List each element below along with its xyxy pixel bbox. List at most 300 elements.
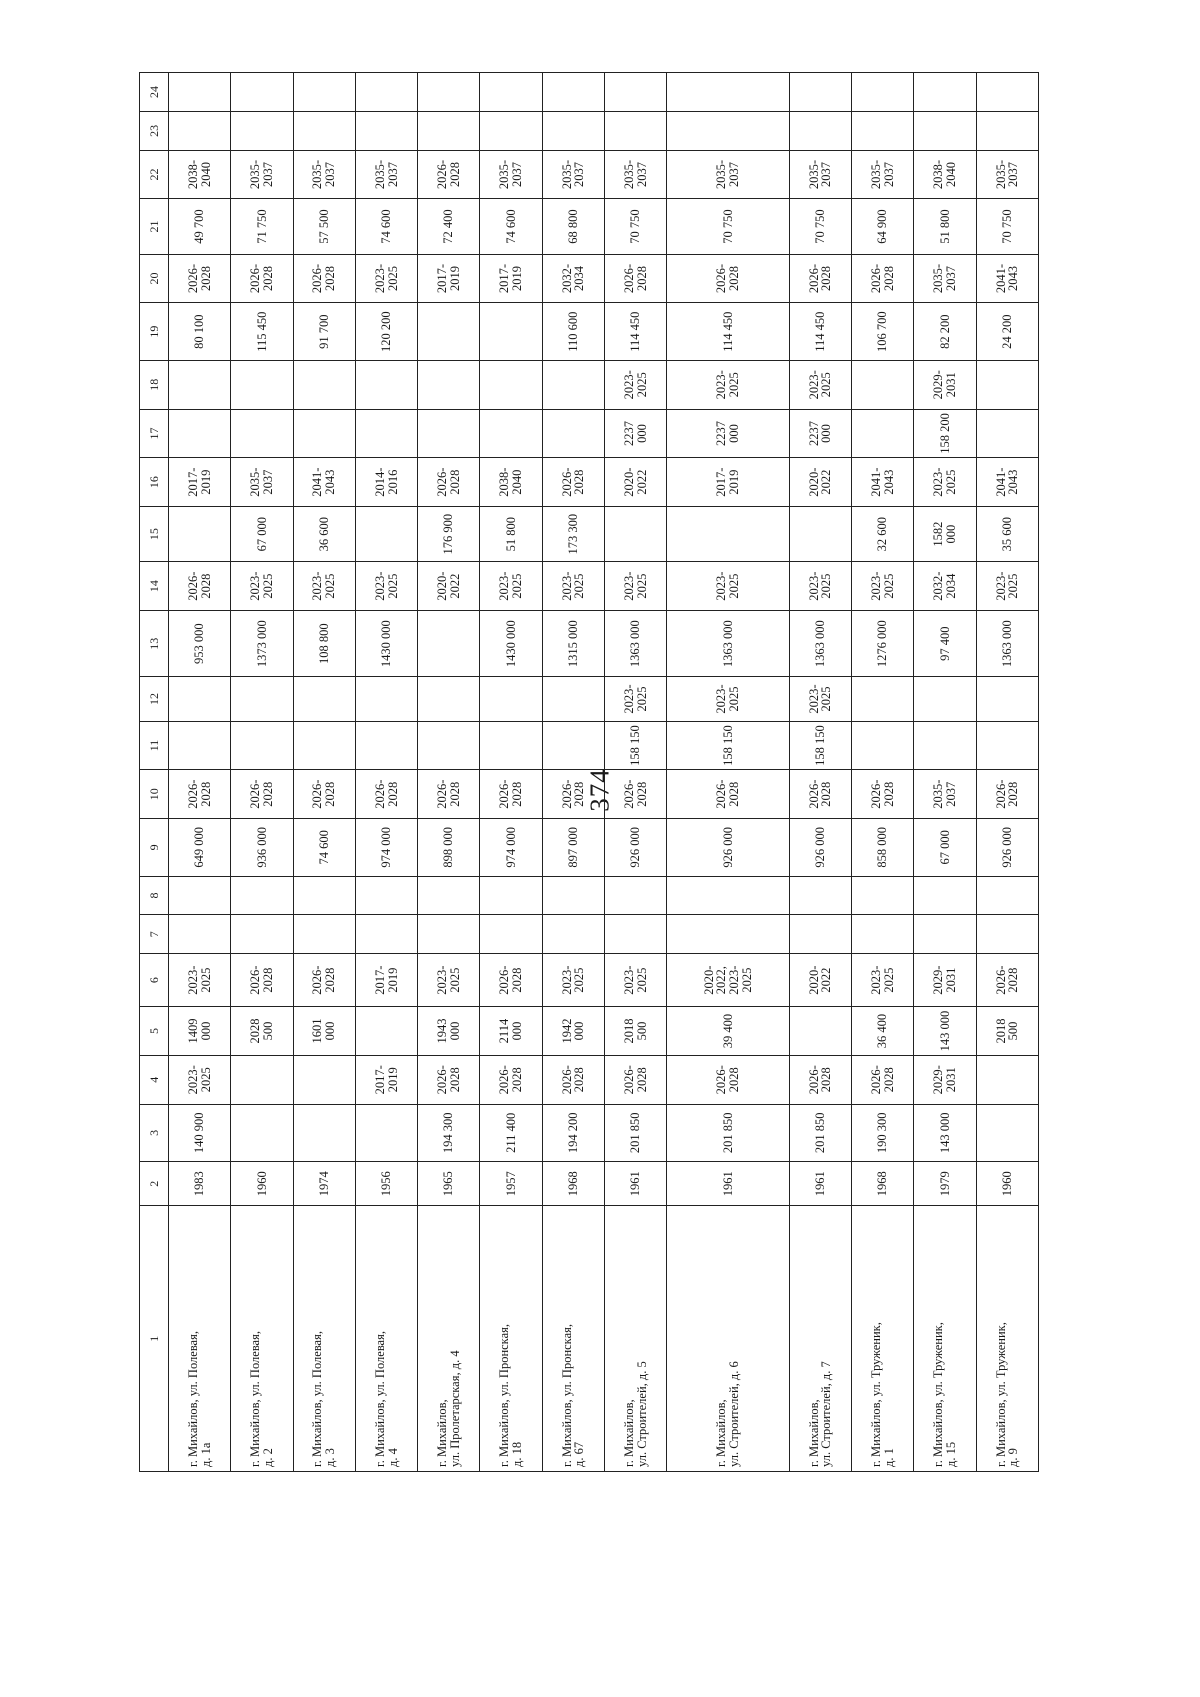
table-cell <box>355 1007 417 1056</box>
table-cell: 1961 <box>667 1162 789 1206</box>
table-cell <box>667 506 789 561</box>
table-cell: 2017- 2019 <box>667 458 789 507</box>
table-cell: 2023- 2025 <box>355 562 417 611</box>
table-cell <box>976 677 1038 721</box>
table-cell <box>231 876 293 915</box>
table-cell <box>231 409 293 458</box>
table-cell: 2029- 2031 <box>914 954 976 1007</box>
table-cell: 2026- 2028 <box>293 954 355 1007</box>
table-cell: 1960 <box>976 1162 1038 1206</box>
table-cell: 2023- 2025 <box>667 562 789 611</box>
column-number: 19 <box>140 303 169 361</box>
table-cell: 2020- 2022 <box>418 562 480 611</box>
table-cell: 2026- 2028 <box>789 254 851 303</box>
table-cell: 926 000 <box>605 819 667 877</box>
table-cell: 2035- 2037 <box>789 150 851 199</box>
table-cell <box>169 360 231 409</box>
table-cell: 2035- 2037 <box>293 150 355 199</box>
table-cell <box>667 876 789 915</box>
table-cell: 2023- 2025 <box>789 562 851 611</box>
table-cell: 2023- 2025 <box>480 562 542 611</box>
table-cell: 926 000 <box>976 819 1038 877</box>
table-cell <box>480 677 542 721</box>
table-row <box>355 73 417 1472</box>
table-cell: 2020- 2022 <box>789 458 851 507</box>
column-number: 23 <box>140 111 169 150</box>
table-cell <box>231 73 293 112</box>
table-cell <box>231 677 293 721</box>
table-cell <box>480 721 542 770</box>
table-cell <box>231 915 293 954</box>
table-cell: 2018 500 <box>976 1007 1038 1056</box>
table-cell <box>480 876 542 915</box>
table-cell <box>851 677 913 721</box>
table-cell: 2035- 2037 <box>914 770 976 819</box>
table-cell <box>542 677 604 721</box>
table-row <box>418 73 480 1472</box>
table-cell: 2026- 2028 <box>231 770 293 819</box>
table-cell: 858 000 <box>851 819 913 877</box>
table-cell: 194 200 <box>542 1104 604 1162</box>
table-cell <box>542 409 604 458</box>
table-cell <box>355 876 417 915</box>
table-cell <box>605 876 667 915</box>
table-cell <box>667 73 789 112</box>
table-cell: 1582 000 <box>914 506 976 561</box>
table-cell: 190 300 <box>851 1104 913 1162</box>
table-cell <box>293 915 355 954</box>
table-cell <box>605 111 667 150</box>
table-cell: 898 000 <box>418 819 480 877</box>
table-cell: 51 800 <box>914 199 976 254</box>
address-cell: г. Михайлов, ул. Строителей, д. 6 <box>667 1206 789 1472</box>
table-cell: 1363 000 <box>789 611 851 677</box>
table-cell: 2026- 2028 <box>231 954 293 1007</box>
table-cell: 2029- 2031 <box>914 360 976 409</box>
table-cell: 2026- 2028 <box>480 770 542 819</box>
table-cell <box>789 1007 851 1056</box>
table-cell: 1956 <box>355 1162 417 1206</box>
table-cell: 2026- 2028 <box>605 770 667 819</box>
table-cell <box>418 303 480 361</box>
table-cell: 143 000 <box>914 1007 976 1056</box>
table-cell: 2032- 2034 <box>914 562 976 611</box>
table-cell: 953 000 <box>169 611 231 677</box>
column-number: 4 <box>140 1055 169 1104</box>
table-cell <box>169 111 231 150</box>
table-cell: 49 700 <box>169 199 231 254</box>
table-cell <box>542 111 604 150</box>
table-cell: 2023- 2025 <box>605 360 667 409</box>
table-cell <box>542 721 604 770</box>
table-cell <box>418 876 480 915</box>
table-row <box>480 73 542 1472</box>
table-cell: 2026- 2028 <box>851 770 913 819</box>
table-cell: 2237 000 <box>605 409 667 458</box>
address-cell: г. Михайлов, ул. Полевая, д. 4 <box>355 1206 417 1472</box>
table-row <box>667 73 789 1472</box>
table-cell: 97 400 <box>914 611 976 677</box>
column-number: 22 <box>140 150 169 199</box>
table-cell: 2023- 2025 <box>667 677 789 721</box>
address-cell: г. Михайлов, ул. Труженик, д. 9 <box>976 1206 1038 1472</box>
table-cell <box>293 876 355 915</box>
table-cell: 2035- 2037 <box>231 458 293 507</box>
table-cell <box>605 915 667 954</box>
table-cell: 2035- 2037 <box>542 150 604 199</box>
table-cell: 201 850 <box>605 1104 667 1162</box>
table-cell <box>355 677 417 721</box>
table-cell: 2038- 2040 <box>480 458 542 507</box>
table-cell <box>231 360 293 409</box>
table-cell: 2114 000 <box>480 1007 542 1056</box>
table-cell: 1363 000 <box>976 611 1038 677</box>
column-number: 3 <box>140 1104 169 1162</box>
table-cell: 649 000 <box>169 819 231 877</box>
table-cell: 1965 <box>418 1162 480 1206</box>
table-cell <box>976 721 1038 770</box>
column-number: 13 <box>140 611 169 677</box>
table-cell: 2026- 2028 <box>355 770 417 819</box>
table-cell <box>169 506 231 561</box>
table-cell: 115 450 <box>231 303 293 361</box>
table-row <box>605 73 667 1472</box>
table-cell: 114 450 <box>667 303 789 361</box>
table-cell: 2023- 2025 <box>914 458 976 507</box>
table-cell <box>480 111 542 150</box>
table-cell: 2020- 2022 <box>789 954 851 1007</box>
table-cell: 2026- 2028 <box>789 1055 851 1104</box>
table-cell: 2026- 2028 <box>605 254 667 303</box>
table-cell: 2028 500 <box>231 1007 293 1056</box>
table-cell <box>231 721 293 770</box>
table-cell: 2017- 2019 <box>355 954 417 1007</box>
table-cell: 108 800 <box>293 611 355 677</box>
table-cell <box>169 409 231 458</box>
table-cell: 2035- 2037 <box>355 150 417 199</box>
table-cell <box>418 611 480 677</box>
table-cell: 1430 000 <box>355 611 417 677</box>
table-cell: 2026- 2028 <box>418 150 480 199</box>
table-cell: 1363 000 <box>605 611 667 677</box>
table-cell <box>976 876 1038 915</box>
table-cell: 35 600 <box>976 506 1038 561</box>
table-cell <box>355 721 417 770</box>
table-cell <box>789 73 851 112</box>
table-cell: 70 750 <box>976 199 1038 254</box>
table-cell <box>355 915 417 954</box>
table-cell: 1983 <box>169 1162 231 1206</box>
address-cell: г. Михайлов, ул. Труженик, д. 15 <box>914 1206 976 1472</box>
table-cell <box>605 506 667 561</box>
table-cell: 70 750 <box>605 199 667 254</box>
table-cell <box>480 73 542 112</box>
table-cell: 936 000 <box>231 819 293 877</box>
table-cell: 2026- 2028 <box>667 254 789 303</box>
table-cell: 2026- 2028 <box>605 1055 667 1104</box>
table-cell: 2041- 2043 <box>851 458 913 507</box>
table-cell: 2026- 2028 <box>976 770 1038 819</box>
column-number: 1 <box>140 1206 169 1472</box>
table-cell: 158 150 <box>605 721 667 770</box>
table-cell: 106 700 <box>851 303 913 361</box>
table-cell: 2032- 2034 <box>542 254 604 303</box>
table-cell: 2026- 2028 <box>542 770 604 819</box>
table-cell <box>480 409 542 458</box>
table-cell: 2023- 2025 <box>976 562 1038 611</box>
table-cell: 158 150 <box>667 721 789 770</box>
table-cell <box>542 915 604 954</box>
table-cell: 2026- 2028 <box>169 770 231 819</box>
table-cell <box>418 111 480 150</box>
table-cell: 51 800 <box>480 506 542 561</box>
table-cell: 120 200 <box>355 303 417 361</box>
address-cell: г. Михайлов, ул. Полевая, д. 1а <box>169 1206 231 1472</box>
table-cell: 2017- 2019 <box>169 458 231 507</box>
table-cell <box>789 111 851 150</box>
table-cell: 91 700 <box>293 303 355 361</box>
table-cell <box>355 409 417 458</box>
table-cell: 2237 000 <box>667 409 789 458</box>
table-cell: 74 600 <box>480 199 542 254</box>
table-cell <box>914 73 976 112</box>
table-cell: 2237 000 <box>789 409 851 458</box>
column-number: 20 <box>140 254 169 303</box>
table-cell: 1957 <box>480 1162 542 1206</box>
table-cell <box>293 677 355 721</box>
table-cell <box>542 73 604 112</box>
column-number: 12 <box>140 677 169 721</box>
table-cell: 194 300 <box>418 1104 480 1162</box>
table-cell: 1276 000 <box>851 611 913 677</box>
table-cell <box>789 915 851 954</box>
address-cell: г. Михайлов, ул. Пронская, д. 18 <box>480 1206 542 1472</box>
table-cell <box>851 915 913 954</box>
table-cell: 70 750 <box>789 199 851 254</box>
table-cell: 2026- 2028 <box>976 954 1038 1007</box>
table-cell: 1968 <box>542 1162 604 1206</box>
table-cell: 1961 <box>605 1162 667 1206</box>
address-cell: г. Михайлов, ул. Пролетарская, д. 4 <box>418 1206 480 1472</box>
table-row <box>169 73 231 1472</box>
table-container <box>139 72 1039 1472</box>
column-number: 5 <box>140 1007 169 1056</box>
table-cell <box>169 915 231 954</box>
table-cell: 2026- 2028 <box>231 254 293 303</box>
table-cell: 176 900 <box>418 506 480 561</box>
column-number: 9 <box>140 819 169 877</box>
column-number: 15 <box>140 506 169 561</box>
table-cell: 2026- 2028 <box>418 770 480 819</box>
table-cell <box>480 360 542 409</box>
table-cell <box>976 1104 1038 1162</box>
table-cell <box>480 915 542 954</box>
table-row <box>231 73 293 1472</box>
table-cell: 2026- 2028 <box>293 770 355 819</box>
table-row <box>789 73 851 1472</box>
table-cell: 926 000 <box>667 819 789 877</box>
table-cell: 2026- 2028 <box>418 458 480 507</box>
table-cell: 1961 <box>789 1162 851 1206</box>
table-cell <box>355 506 417 561</box>
table-cell <box>542 360 604 409</box>
table-cell: 2026- 2028 <box>542 1055 604 1104</box>
column-number: 24 <box>140 73 169 112</box>
table-cell: 2026- 2028 <box>789 770 851 819</box>
table-cell: 64 900 <box>851 199 913 254</box>
table-cell: 2026- 2028 <box>293 254 355 303</box>
table-cell <box>293 73 355 112</box>
table-cell: 2023- 2025 <box>789 677 851 721</box>
address-cell: г. Михайлов, ул. Пронская, д. 67 <box>542 1206 604 1472</box>
table-cell: 173 300 <box>542 506 604 561</box>
table-cell: 2026- 2028 <box>169 562 231 611</box>
table-cell: 2026- 2028 <box>480 954 542 1007</box>
table-cell: 2023- 2025 <box>789 360 851 409</box>
table-cell: 2029- 2031 <box>914 1055 976 1104</box>
table-cell: 1942 000 <box>542 1007 604 1056</box>
table-cell: 24 200 <box>976 303 1038 361</box>
table-cell <box>418 360 480 409</box>
table-cell: 2035- 2037 <box>480 150 542 199</box>
table-cell: 2023- 2025 <box>418 954 480 1007</box>
table-cell: 67 000 <box>231 506 293 561</box>
table-cell <box>789 506 851 561</box>
table-cell: 36 400 <box>851 1007 913 1056</box>
table-cell <box>667 111 789 150</box>
column-number: 16 <box>140 458 169 507</box>
table-cell <box>542 876 604 915</box>
table-cell: 70 750 <box>667 199 789 254</box>
table-cell: 2023- 2025 <box>355 254 417 303</box>
table-cell: 2035- 2037 <box>667 150 789 199</box>
table-cell <box>418 677 480 721</box>
table-row <box>293 73 355 1472</box>
table-cell: 974 000 <box>480 819 542 877</box>
table-cell: 2035- 2037 <box>914 254 976 303</box>
address-cell: г. Михайлов, ул. Строителей, д. 5 <box>605 1206 667 1472</box>
table-cell: 2035- 2037 <box>976 150 1038 199</box>
table-cell <box>355 111 417 150</box>
table-cell: 158 150 <box>789 721 851 770</box>
table-cell: 1974 <box>293 1162 355 1206</box>
table-cell: 2038- 2040 <box>914 150 976 199</box>
table-cell: 2018 500 <box>605 1007 667 1056</box>
column-number: 10 <box>140 770 169 819</box>
table-cell: 2023- 2025 <box>542 562 604 611</box>
table-cell: 82 200 <box>914 303 976 361</box>
table-cell <box>418 721 480 770</box>
table-cell <box>976 111 1038 150</box>
table-cell: 2023- 2025 <box>605 677 667 721</box>
table-cell: 1373 000 <box>231 611 293 677</box>
table-cell: 57 500 <box>293 199 355 254</box>
table-cell: 211 400 <box>480 1104 542 1162</box>
column-number: 17 <box>140 409 169 458</box>
table-cell: 2017- 2019 <box>355 1055 417 1104</box>
table-row <box>851 73 913 1472</box>
table-cell: 1430 000 <box>480 611 542 677</box>
table-cell <box>293 721 355 770</box>
table-cell: 1409 000 <box>169 1007 231 1056</box>
table-cell <box>976 915 1038 954</box>
table-cell: 974 000 <box>355 819 417 877</box>
column-number: 6 <box>140 954 169 1007</box>
table-cell: 2014- 2016 <box>355 458 417 507</box>
table-cell: 2026- 2028 <box>542 458 604 507</box>
table-cell <box>851 111 913 150</box>
table-cell <box>418 409 480 458</box>
table-cell <box>789 876 851 915</box>
table-cell: 2017- 2019 <box>418 254 480 303</box>
table-cell: 110 600 <box>542 303 604 361</box>
table-cell <box>914 677 976 721</box>
table-cell <box>418 73 480 112</box>
table-cell: 926 000 <box>789 819 851 877</box>
table-cell <box>480 303 542 361</box>
column-number: 11 <box>140 721 169 770</box>
table-cell <box>231 111 293 150</box>
table-cell: 2026- 2028 <box>418 1055 480 1104</box>
table-cell <box>851 360 913 409</box>
table-row <box>542 73 604 1472</box>
table-cell <box>293 1104 355 1162</box>
address-cell: г. Михайлов, ул. Труженик, д. 1 <box>851 1206 913 1472</box>
table-cell <box>605 73 667 112</box>
table-cell: 2020- 2022, 2023- 2025 <box>667 954 789 1007</box>
column-number: 8 <box>140 876 169 915</box>
column-number: 7 <box>140 915 169 954</box>
address-cell: г. Михайлов, ул. Полевая, д. 3 <box>293 1206 355 1472</box>
table-cell <box>914 876 976 915</box>
table-cell <box>355 1104 417 1162</box>
table-cell: 71 750 <box>231 199 293 254</box>
table-cell: 2023- 2025 <box>231 562 293 611</box>
table-cell: 1979 <box>914 1162 976 1206</box>
table-cell: 2026- 2028 <box>667 1055 789 1104</box>
table-cell: 2023- 2025 <box>851 562 913 611</box>
table-cell: 2023- 2025 <box>851 954 913 1007</box>
table-cell <box>293 360 355 409</box>
table-cell <box>355 73 417 112</box>
table-cell <box>293 409 355 458</box>
table-cell <box>851 721 913 770</box>
table-cell: 143 000 <box>914 1104 976 1162</box>
table-cell <box>914 721 976 770</box>
table-cell: 1943 000 <box>418 1007 480 1056</box>
table-cell: 80 100 <box>169 303 231 361</box>
table-cell: 2026- 2028 <box>667 770 789 819</box>
table-cell: 68 800 <box>542 199 604 254</box>
table-cell <box>914 915 976 954</box>
header-row <box>140 73 169 1472</box>
data-table <box>139 72 1039 1472</box>
table-cell: 1315 000 <box>542 611 604 677</box>
table-cell <box>169 721 231 770</box>
table-cell: 74 600 <box>355 199 417 254</box>
table-cell: 39 400 <box>667 1007 789 1056</box>
table-cell: 2026- 2028 <box>169 254 231 303</box>
address-cell: г. Михайлов, ул. Строителей, д. 7 <box>789 1206 851 1472</box>
column-number: 21 <box>140 199 169 254</box>
table-cell <box>851 73 913 112</box>
table-cell <box>169 73 231 112</box>
table-cell: 2035- 2037 <box>605 150 667 199</box>
column-number: 2 <box>140 1162 169 1206</box>
table-cell <box>231 1104 293 1162</box>
table-cell <box>293 111 355 150</box>
table-cell: 201 850 <box>789 1104 851 1162</box>
